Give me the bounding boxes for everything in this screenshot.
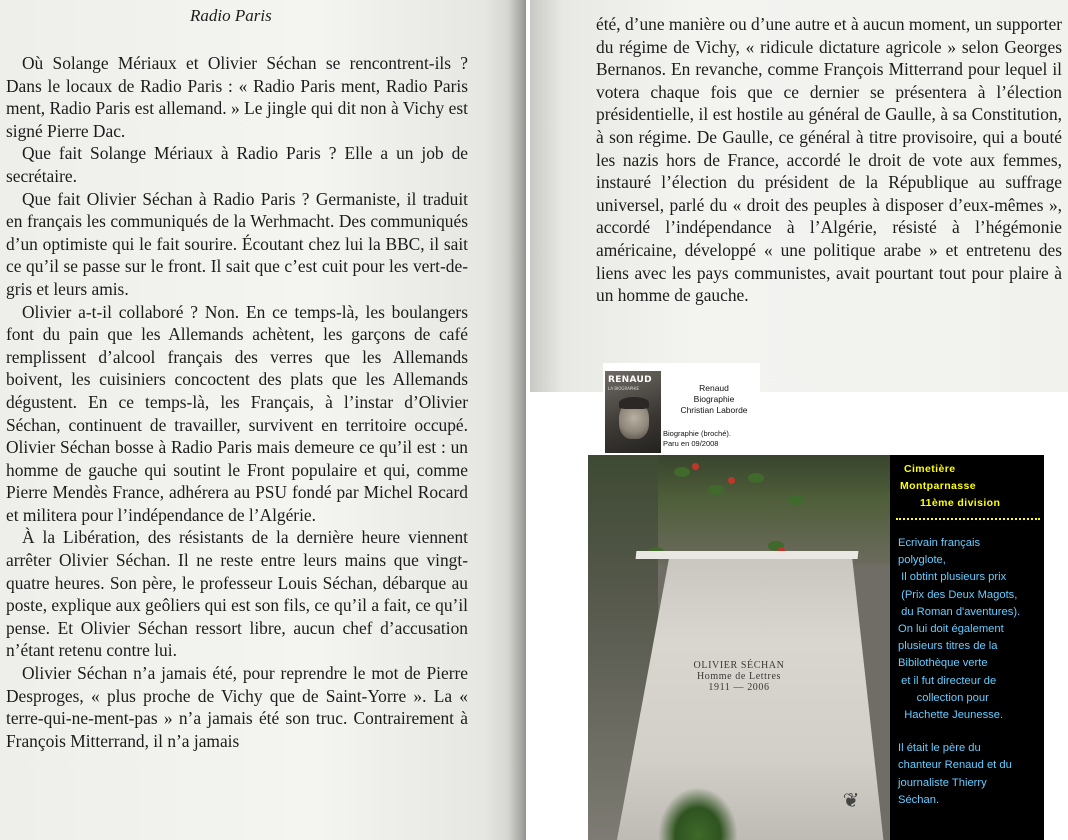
- leaf: [708, 485, 724, 495]
- info-line: journaliste Thierry: [898, 776, 987, 789]
- info-line: Séchan.: [898, 793, 940, 806]
- info-panel-text: [898, 535, 1044, 809]
- info-title-line2: Montparnasse: [900, 480, 976, 492]
- info-line: Bibilothèque verte: [898, 657, 988, 670]
- book-card: [603, 363, 760, 455]
- flower: [692, 463, 699, 470]
- cover-subtitle: LA BIOGRAPHIE: [608, 386, 639, 391]
- book-meta-line2: Biographie: [693, 394, 735, 404]
- inscription-title: Homme de Lettres: [696, 671, 782, 682]
- grave-emblem-icon: ❦: [842, 790, 860, 812]
- grave-inscription: [684, 660, 794, 693]
- paragraph-6: Olivier Séchan n’a jamais été, pour reprendre le mot de Pierre Desproges, « plus proche de Vichy que de Saint-Yorre ». La « terre-qui-ne-ment-pas » n’a jamais été son truc. Contrairement à François Mitterrand, il n’a jamais: [6, 663, 468, 751]
- book-meta: [669, 383, 759, 416]
- leaf: [748, 473, 764, 483]
- grave-slab-edge: [636, 551, 859, 559]
- book-meta-line5: Paru en 09/2008: [663, 438, 719, 448]
- left-book-page: [0, 0, 526, 840]
- info-line: Il obtint plusieurs prix: [898, 571, 1007, 584]
- info-title-line3: 11ème division: [920, 497, 1001, 509]
- info-title-line1: Cimetière: [904, 463, 956, 475]
- paragraph-5: À la Libération, des résistants de la dernière heure viennent arrêter Olivier Séchan. Il ne reste entre leurs mains que vingt-quatre heures. Son père, le professeur Louis Séchan, débarque au poste, explique aux geôliers qui est son fils, ce qu’il a fait, ce qu’il pense. Et Olivier Séchan ressort libre, aucun chef d’accusation n’étant retenu contre lui.: [6, 527, 468, 661]
- child-portrait-hair: [619, 397, 649, 409]
- paragraph-2: Que fait Solange Mériaux à Radio Paris ? Elle a un job de secrétaire.: [6, 143, 468, 186]
- leaf: [788, 495, 804, 505]
- leaf: [674, 467, 690, 477]
- book-publication: [663, 429, 759, 448]
- left-page-body: [6, 52, 468, 752]
- paragraph-1: Où Solange Mériaux et Olivier Séchan se rencontrent-ils ? Dans le locaux de Radio Paris : « Radio Paris ment, Radio Paris ment, Radio Paris est allemand. » Le jingle qui dit non à Vichy est signé Pierre Dac.: [6, 53, 468, 141]
- info-divider: [896, 518, 1040, 520]
- book-cover-image: [605, 371, 661, 453]
- paragraph-4: Olivier a-t-il collaboré ? Non. En ce temps-là, les boulangers font du pain que les Allemands achètent, les garçons de café remplissent d’alcool français des verres que les Allemands boivent, les cuisiniers concoctent des plats que les Allemands dégustent. En ce temps-là, les Français, à l’instar d’Olivier Séchan, continuent de travailler, survivent en territoire occupé. Olivier Séchan bosse à Radio Paris mais demeure ce qu’il est : un homme de gauche qui soutint le Front populaire et qui, comme Pierre Mendès France, adhérera au PSU fondé par Michel Rocard et militera pour l’indépendance de l’Algérie.: [6, 301, 468, 525]
- info-line: polyglote,: [898, 554, 946, 567]
- info-line: du Roman d'aventures).: [898, 605, 1021, 618]
- paragraph-3: Que fait Olivier Séchan à Radio Paris ? Germaniste, il traduit en français les communiqués de la Werhmacht. Des communiqués d’un optimiste qui le fait sourire. Écoutant chez lui la BBC, il sait ce qu’il se passe sur le front. Il sait que c’est cuit pour les vert-de-gris et leurs amis.: [6, 188, 468, 299]
- info-line: Hachette Jeunesse.: [898, 709, 1004, 722]
- cover-title: RENAUD: [608, 375, 652, 385]
- inscription-name: OLIVIER SÉCHAN: [693, 660, 785, 671]
- info-line: Ecrivain français: [898, 537, 981, 549]
- info-line: On lui doit également: [898, 623, 1004, 636]
- info-line: chanteur Renaud et du: [898, 759, 1012, 772]
- info-line: plusieurs titres de la: [898, 640, 998, 653]
- book-meta-line4: Biographie (broché).: [663, 429, 731, 438]
- page-running-header: Radio Paris: [190, 6, 272, 25]
- book-gutter-shadow: [508, 0, 526, 840]
- flower: [728, 477, 735, 484]
- book-meta-line1: Renaud: [699, 383, 729, 393]
- info-panel: [890, 455, 1044, 840]
- right-book-page: [530, 0, 1068, 392]
- grave-photo: [588, 455, 890, 840]
- photo-plant: [658, 787, 738, 840]
- info-panel-title: [900, 461, 1044, 512]
- right-page-body: été, d’une manière ou d’une autre et à aucun moment, un supporter du régime de Vichy, « ridicule dictature agricole » selon Georges Bernanos. En revanche, comme François Mitterrand pour lequel il votera chaque fois que ce dernier se présentera à l’élection présidentielle, il est hostile au général de Gaulle, à sa Constitution, à son régime. De Gaulle, ce général à titre provisoire, qui a bouté les nazis hors de France, accordé le droit de vote aux femmes, instauré l’élection du président de la République au suffrage universel, parlé du « droit des peuples à disposer d’eux-mêmes », accordé l’indépendance à l’Algérie, résisté à l’hégémonie américaine, développé « une politique arabe » et entretenu des liens avec les pays communistes, avait pourtant tout pour plaire à un homme de gauche.: [596, 14, 1062, 306]
- info-line: collection pour: [898, 691, 989, 704]
- info-gap: [898, 724, 1044, 740]
- inscription-dates: 1911 — 2006: [708, 682, 770, 693]
- info-line: (Prix des Deux Magots,: [898, 588, 1018, 601]
- book-meta-line3: Christian Laborde: [680, 405, 748, 415]
- info-line: et il fut directeur de: [898, 674, 997, 687]
- info-line: Il était le père du: [898, 742, 981, 755]
